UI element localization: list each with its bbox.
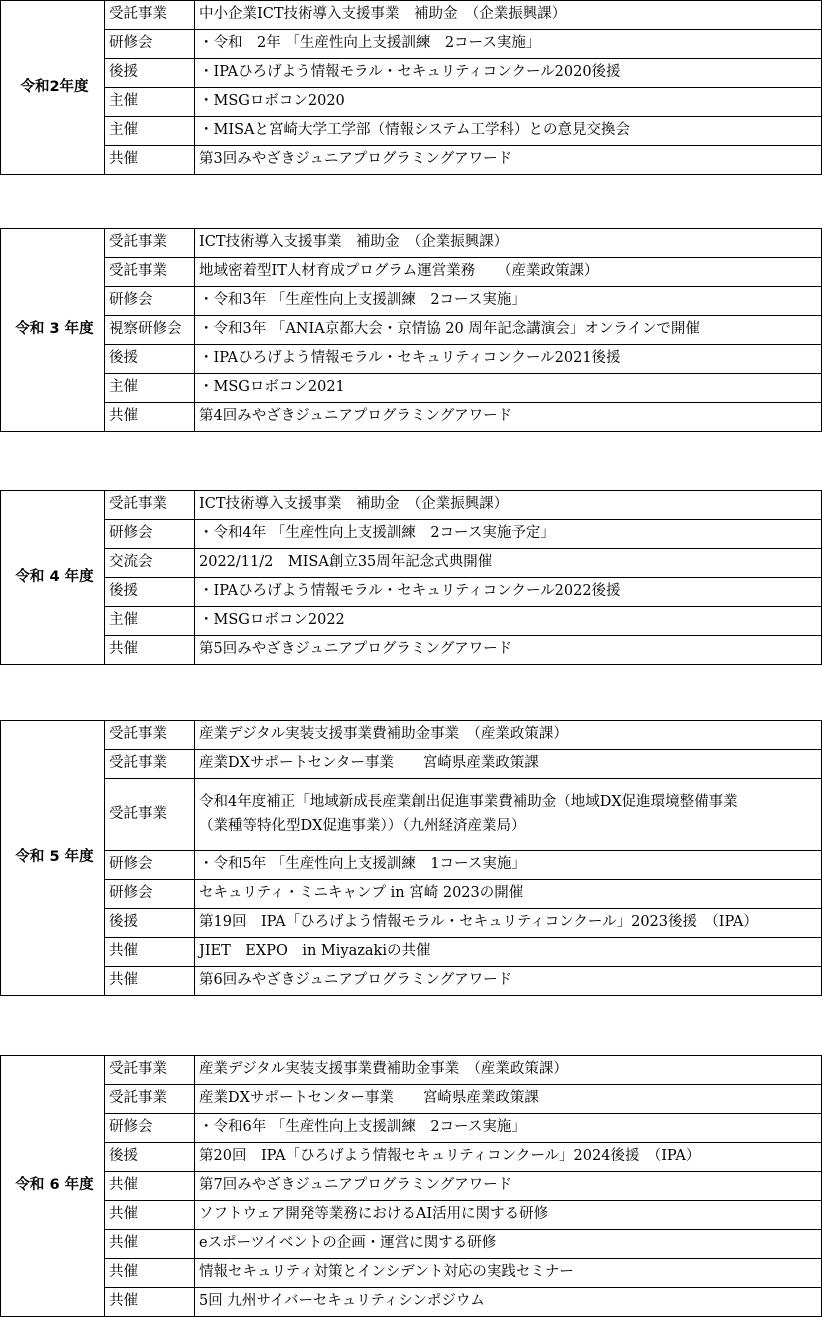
category-cell: 受託事業 [105, 750, 195, 779]
year-table [0, 490, 822, 665]
table-row [1, 779, 822, 851]
fiscal-year-label: 令和 6 年度 [1, 1056, 105, 1317]
description-cell: 第7回みやざきジュニアプログラミングアワード [195, 1172, 822, 1201]
category-cell: 共催 [105, 1288, 195, 1317]
description-cell: 第20回 IPA「ひろげよう情報セキュリティコンクール」2024後援 （IPA） [195, 1143, 822, 1172]
description-cell: ・MSGロボコン2021 [195, 374, 822, 403]
table-row [1, 1230, 822, 1259]
table-row [1, 59, 822, 88]
category-cell: 主催 [105, 117, 195, 146]
description-cell: ・令和4年 「生産性向上支援訓練 2コース実施予定」 [195, 520, 822, 549]
description-cell: JIET EXPO in Miyazakiの共催 [195, 938, 822, 967]
category-cell: 共催 [105, 1201, 195, 1230]
description-cell: 産業デジタル実装支援事業費補助金事業 （産業政策課） [195, 721, 822, 750]
fiscal-year-label: 令和 5 年度 [1, 721, 105, 996]
category-cell: 受託事業 [105, 258, 195, 287]
table-row [1, 30, 822, 59]
description-cell: ・令和5年 「生産性向上支援訓練 1コース実施」 [195, 851, 822, 880]
table-row [1, 229, 822, 258]
table-row [1, 851, 822, 880]
description-cell: 地域密着型IT人材育成プログラム運営業務 （産業政策課） [195, 258, 822, 287]
table-row [1, 1288, 822, 1317]
table-row [1, 403, 822, 432]
category-cell: 共催 [105, 938, 195, 967]
table-row [1, 1172, 822, 1201]
description-line: （業種等特化型DX促進事業））（九州経済産業局） [199, 817, 526, 834]
description-cell: 第6回みやざきジュニアプログラミングアワード [195, 967, 822, 996]
description-cell: 情報セキュリティ対策とインシデント対応の実践セミナー [195, 1259, 822, 1288]
description-cell: ・IPAひろげよう情報モラル・セキュリティコンクール2022後援 [195, 578, 822, 607]
description-cell: 産業DXサポートセンター事業 宮崎県産業政策課 [195, 750, 822, 779]
description-cell: 第19回 IPA「ひろげよう情報モラル・セキュリティコンクール」2023後援 （IPA） [195, 909, 822, 938]
category-cell: 後援 [105, 1143, 195, 1172]
table-row [1, 938, 822, 967]
description-cell: ・MISAと宮崎大学工学部（情報システム工学科）との意見交換会 [195, 117, 822, 146]
table-row [1, 880, 822, 909]
table-row [1, 287, 822, 316]
category-cell: 受託事業 [105, 491, 195, 520]
category-cell: 受託事業 [105, 1085, 195, 1114]
category-cell: 交流会 [105, 549, 195, 578]
description-cell: ・IPAひろげよう情報モラル・セキュリティコンクール2020後援 [195, 59, 822, 88]
category-cell: 共催 [105, 146, 195, 175]
category-cell: 受託事業 [105, 229, 195, 258]
description-cell: 産業DXサポートセンター事業 宮崎県産業政策課 [195, 1085, 822, 1114]
category-cell: 研修会 [105, 1114, 195, 1143]
category-cell: 受託事業 [105, 1056, 195, 1085]
description-cell: ・MSGロボコン2022 [195, 607, 822, 636]
table-row [1, 117, 822, 146]
description-line: 令和4年度補正「地域新成長産業創出促進事業費補助金（地域DX促進環境整備事業 [199, 794, 738, 811]
category-cell: 研修会 [105, 880, 195, 909]
category-cell: 研修会 [105, 30, 195, 59]
table-row [1, 549, 822, 578]
description-cell: ・令和3年 「生産性向上支援訓練 2コース実施」 [195, 287, 822, 316]
category-cell: 後援 [105, 59, 195, 88]
description-cell: 中小企業ICT技術導入支援事業 補助金 （企業振興課） [195, 1, 822, 30]
description-cell: ・令和3年 「ANIA京都大会・京情協 20 周年記念講演会」オンラインで開催 [195, 316, 822, 345]
category-cell: 研修会 [105, 851, 195, 880]
year-table [0, 0, 822, 175]
table-row [1, 88, 822, 117]
category-cell: 主催 [105, 88, 195, 117]
category-cell: 共催 [105, 403, 195, 432]
table-row [1, 345, 822, 374]
description-cell: 第4回みやざきジュニアプログラミングアワード [195, 403, 822, 432]
table-row [1, 636, 822, 665]
year-table [0, 720, 822, 996]
description-cell: 産業デジタル実装支援事業費補助金事業 （産業政策課） [195, 1056, 822, 1085]
table-row [1, 1201, 822, 1230]
table-row [1, 491, 822, 520]
table-row [1, 316, 822, 345]
table-row [1, 1056, 822, 1085]
year-table [0, 228, 822, 432]
description-cell: ・令和6年 「生産性向上支援訓練 2コース実施」 [195, 1114, 822, 1143]
category-cell: 後援 [105, 345, 195, 374]
table-row [1, 607, 822, 636]
description-cell: セキュリティ・ミニキャンプ in 宮崎 2023の開催 [195, 880, 822, 909]
table-row [1, 578, 822, 607]
table-row [1, 374, 822, 403]
description-cell [195, 779, 822, 851]
year-table [0, 1055, 822, 1317]
category-cell: 共催 [105, 1230, 195, 1259]
category-cell: 主催 [105, 374, 195, 403]
table-row [1, 146, 822, 175]
table-row [1, 258, 822, 287]
category-cell: 研修会 [105, 287, 195, 316]
table-row [1, 750, 822, 779]
table-row [1, 1114, 822, 1143]
category-cell: 受託事業 [105, 721, 195, 750]
table-row [1, 520, 822, 549]
description-cell: ICT技術導入支援事業 補助金 （企業振興課） [195, 491, 822, 520]
table-row [1, 909, 822, 938]
table-row [1, 1085, 822, 1114]
table-row [1, 967, 822, 996]
description-cell: ・IPAひろげよう情報モラル・セキュリティコンクール2021後援 [195, 345, 822, 374]
description-cell: 第5回みやざきジュニアプログラミングアワード [195, 636, 822, 665]
description-cell: 第3回みやざきジュニアプログラミングアワード [195, 146, 822, 175]
table-row [1, 721, 822, 750]
table-row [1, 1, 822, 30]
category-cell: 受託事業 [105, 1, 195, 30]
fiscal-year-label: 令和 4 年度 [1, 491, 105, 665]
description-cell: 5回 九州サイバーセキュリティシンポジウム [195, 1288, 822, 1317]
description-cell: ・令和 2年 「生産性向上支援訓練 2コース実施」 [195, 30, 822, 59]
table-row [1, 1143, 822, 1172]
category-cell: 共催 [105, 1259, 195, 1288]
category-cell: 主催 [105, 607, 195, 636]
category-cell: 共催 [105, 967, 195, 996]
category-cell: 共催 [105, 636, 195, 665]
fiscal-year-label: 令和 3 年度 [1, 229, 105, 432]
description-cell: 2022/11/2 MISA創立35周年記念式典開催 [195, 549, 822, 578]
description-cell: ソフトウェア開発等業務におけるAI活用に関する研修 [195, 1201, 822, 1230]
category-cell: 視察研修会 [105, 316, 195, 345]
category-cell: 後援 [105, 909, 195, 938]
table-row [1, 1259, 822, 1288]
category-cell: 研修会 [105, 520, 195, 549]
category-cell: 共催 [105, 1172, 195, 1201]
description-cell: ・MSGロボコン2020 [195, 88, 822, 117]
description-cell: ICT技術導入支援事業 補助金 （企業振興課） [195, 229, 822, 258]
description-cell: eスポーツイベントの企画・運営に関する研修 [195, 1230, 822, 1259]
fiscal-year-label: 令和2年度 [1, 1, 105, 175]
category-cell: 受託事業 [105, 779, 195, 851]
category-cell: 後援 [105, 578, 195, 607]
